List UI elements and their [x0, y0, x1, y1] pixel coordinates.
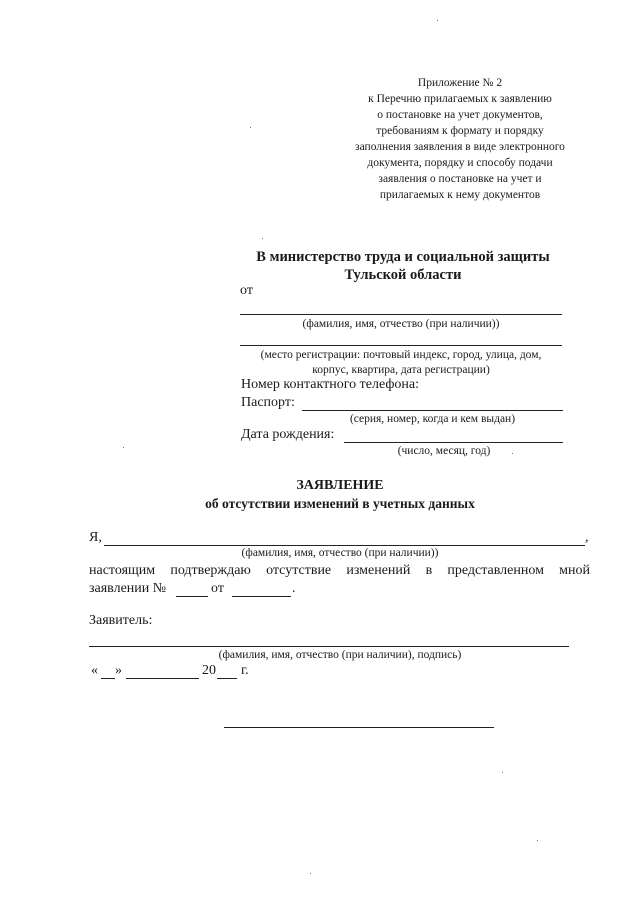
- appendix-line: о постановке на учет документов,: [377, 109, 543, 121]
- signature-input-line[interactable]: [89, 646, 569, 647]
- from-label: от: [240, 283, 253, 298]
- birthdate-label: Дата рождения:: [241, 427, 335, 442]
- appendix-line: требованиям к формату и порядку: [376, 125, 544, 137]
- addressee-line-1: В министерство труда и социальной защиты: [256, 249, 550, 265]
- scan-speck: [502, 772, 503, 773]
- appendix-line: прилагаемых к нему документов: [379, 189, 541, 201]
- scan-speck: [310, 873, 311, 874]
- registration-caption-2: корпус, квартира, дата регистрации): [312, 364, 490, 376]
- birthdate-caption: (число, месяц, год): [397, 445, 491, 457]
- date-year-input-line[interactable]: [217, 678, 237, 679]
- passport-label: Паспорт:: [241, 395, 295, 410]
- birthdate-input-line[interactable]: [344, 442, 563, 443]
- date-close-quote: »: [115, 663, 122, 678]
- appendix-line: Приложение № 2: [417, 77, 503, 89]
- appendix-line: документа, порядку и способу подачи: [367, 157, 553, 169]
- ya-comma: ,: [585, 530, 589, 545]
- scan-speck: [123, 447, 124, 448]
- registration-caption-1: (место регистрации: почтовый индекс, город, улица, дом,: [260, 349, 542, 361]
- fio-input-line[interactable]: [240, 314, 562, 315]
- passport-caption: (серия, номер, когда и кем выдан): [349, 413, 516, 425]
- date-day-input-line[interactable]: [101, 678, 115, 679]
- applicant-label: Заявитель:: [89, 613, 153, 628]
- registration-input-line[interactable]: [240, 345, 562, 346]
- fio-caption: (фамилия, имя, отчество (при наличии)): [302, 318, 500, 330]
- date-month-input-line[interactable]: [126, 678, 199, 679]
- year-prefix: 20: [202, 663, 216, 678]
- application-number-input-line[interactable]: [176, 596, 208, 597]
- document-title: ЗАЯВЛЕНИЕ: [296, 478, 384, 493]
- ya-label: Я,: [89, 530, 102, 545]
- application-period: .: [292, 581, 296, 596]
- application-from-word: от: [211, 581, 224, 596]
- addressee-line-2: Тульской области: [344, 267, 462, 283]
- scan-speck: [512, 453, 513, 454]
- appendix-line: заполнения заявления в виде электронного: [355, 141, 565, 153]
- date-open-quote: «: [91, 663, 98, 678]
- applicant-fio-caption: (фамилия, имя, отчество (при наличии)): [241, 547, 439, 559]
- scan-speck: [537, 840, 538, 841]
- document-subtitle: об отсутствии изменений в учетных данных: [205, 496, 475, 511]
- phone-label: Номер контактного телефона:: [241, 377, 419, 392]
- appendix-line: к Перечню прилагаемых к заявлению: [368, 93, 552, 105]
- passport-input-line[interactable]: [302, 410, 563, 411]
- signature-caption: (фамилия, имя, отчество (при наличии), подпись): [218, 649, 462, 661]
- confirm-text: настоящим подтверждаю отсутствие изменений в представленном мной: [89, 563, 590, 578]
- application-date-input-line[interactable]: [232, 596, 291, 597]
- scan-speck: [262, 238, 263, 239]
- appendix-line: заявления о постановке на учет и: [378, 173, 542, 185]
- scan-speck: [437, 20, 438, 21]
- application-prefix: заявлении №: [89, 581, 167, 596]
- scan-speck: [250, 127, 251, 128]
- appendix-block: [330, 75, 590, 203]
- year-suffix: г.: [241, 663, 249, 678]
- bottom-separator-line: [224, 727, 494, 728]
- addressee-block: [240, 248, 566, 284]
